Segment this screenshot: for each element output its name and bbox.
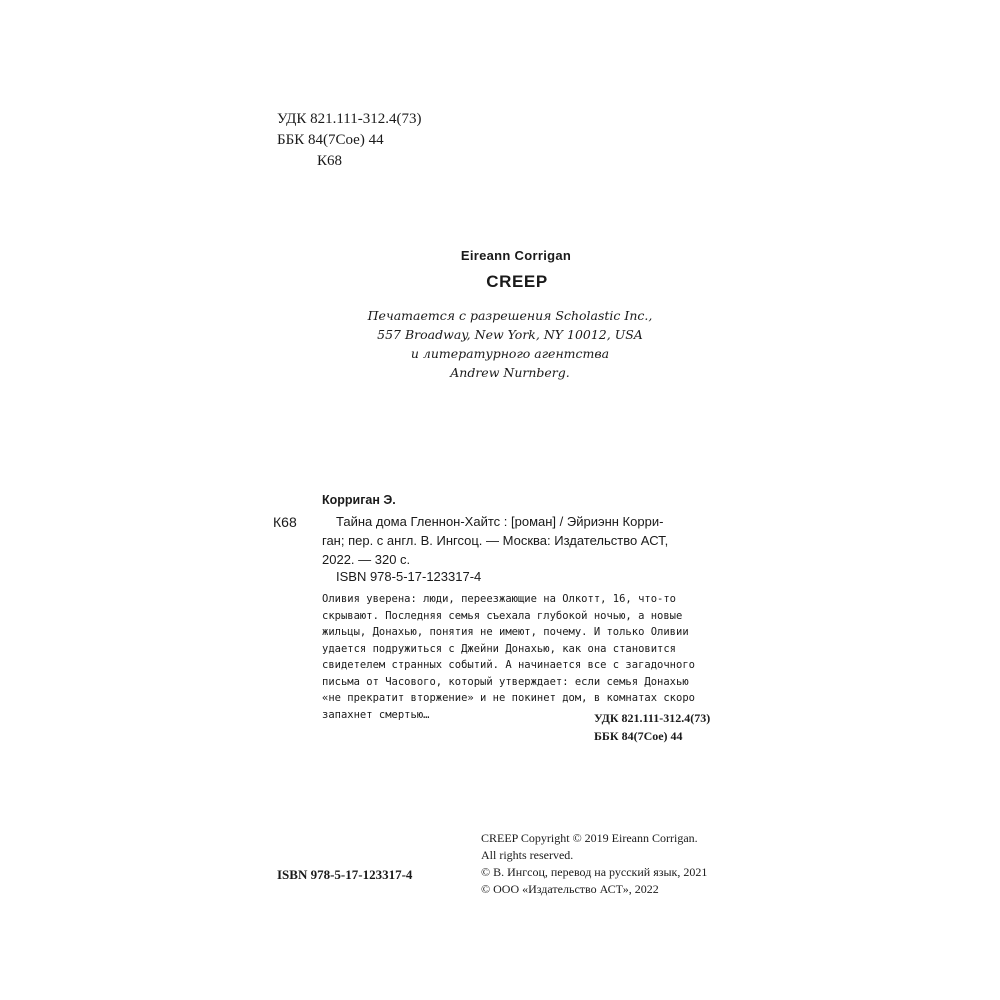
book-author: Eireann Corrigan — [460, 248, 572, 263]
copyright-line: © ООО «Издательство АСТ», 2022 — [481, 882, 659, 896]
description-line: ган; пер. с англ. В. Ингсоц. — Москва: Издательство АСТ, — [322, 533, 669, 548]
annotation-line: письма от Часового, который утверждает: если семья Донахью — [322, 675, 689, 688]
catalog-udk: УДК 821.111-312.4(73) — [594, 711, 711, 725]
book-title: CREEP — [486, 272, 548, 291]
author-sign: К68 — [317, 153, 343, 169]
permission-line: и литературного агентства — [410, 346, 610, 361]
permission-line: 557 Broadway, New York, NY 10012, USA — [377, 327, 643, 342]
annotation-line: скрывают. Последняя семья съехала глубокой ночью, а новые — [322, 609, 683, 622]
permission-notice — [0, 306, 1000, 382]
annotation-line: Оливия уверена: люди, переезжающие на Олкотт, 16, что-то — [322, 593, 677, 605]
catalog-description — [322, 512, 757, 569]
copyright-line: All rights reserved. — [481, 848, 574, 862]
annotation-line: удается подружиться с Джейни Донахью, как она становится — [322, 642, 677, 655]
footer-isbn: ISBN 978-5-17-123317-4 — [277, 867, 413, 882]
udk-code: УДК 821.111-312.4(73) — [277, 111, 422, 127]
catalog-codes — [594, 709, 710, 745]
permission-line: Печатается с разрешения Scholastic Inc., — [367, 308, 653, 323]
annotation-line: запахнет смертью… — [322, 708, 430, 721]
copyright-line: CREEP Copyright © 2019 Eireann Corrigan. — [481, 831, 698, 845]
annotation-line: «не прекратит вторжение» и не покинет дом, в комнатах скоро — [322, 692, 695, 704]
bbk-code: ББК 84(7Сое) 44 — [277, 132, 384, 148]
description-line: Тайна дома Гленнон-Хайтс : [роман] / Эйриэнн Корри- — [336, 514, 664, 529]
description-line: 2022. — 320 с. — [322, 552, 411, 567]
catalog-author-sign: К68 — [273, 514, 297, 530]
copyright-block — [481, 830, 707, 898]
annotation — [322, 591, 722, 723]
annotation-line: свидетелем странных событий. А начинается все с загадочного — [322, 659, 695, 671]
copyright-line: © В. Ингсоц, перевод на русский язык, 2021 — [481, 865, 708, 879]
catalog-bbk: ББК 84(7Сое) 44 — [594, 729, 683, 743]
catalog-author-heading: Корриган Э. — [322, 493, 396, 507]
catalog-isbn: ISBN 978-5-17-123317-4 — [336, 569, 482, 584]
annotation-line: жильцы, Донахью, понятия не имеют, почему. И только Оливии — [322, 626, 689, 638]
permission-line: Andrew Nurnberg. — [450, 365, 570, 380]
classification-block — [277, 109, 421, 172]
